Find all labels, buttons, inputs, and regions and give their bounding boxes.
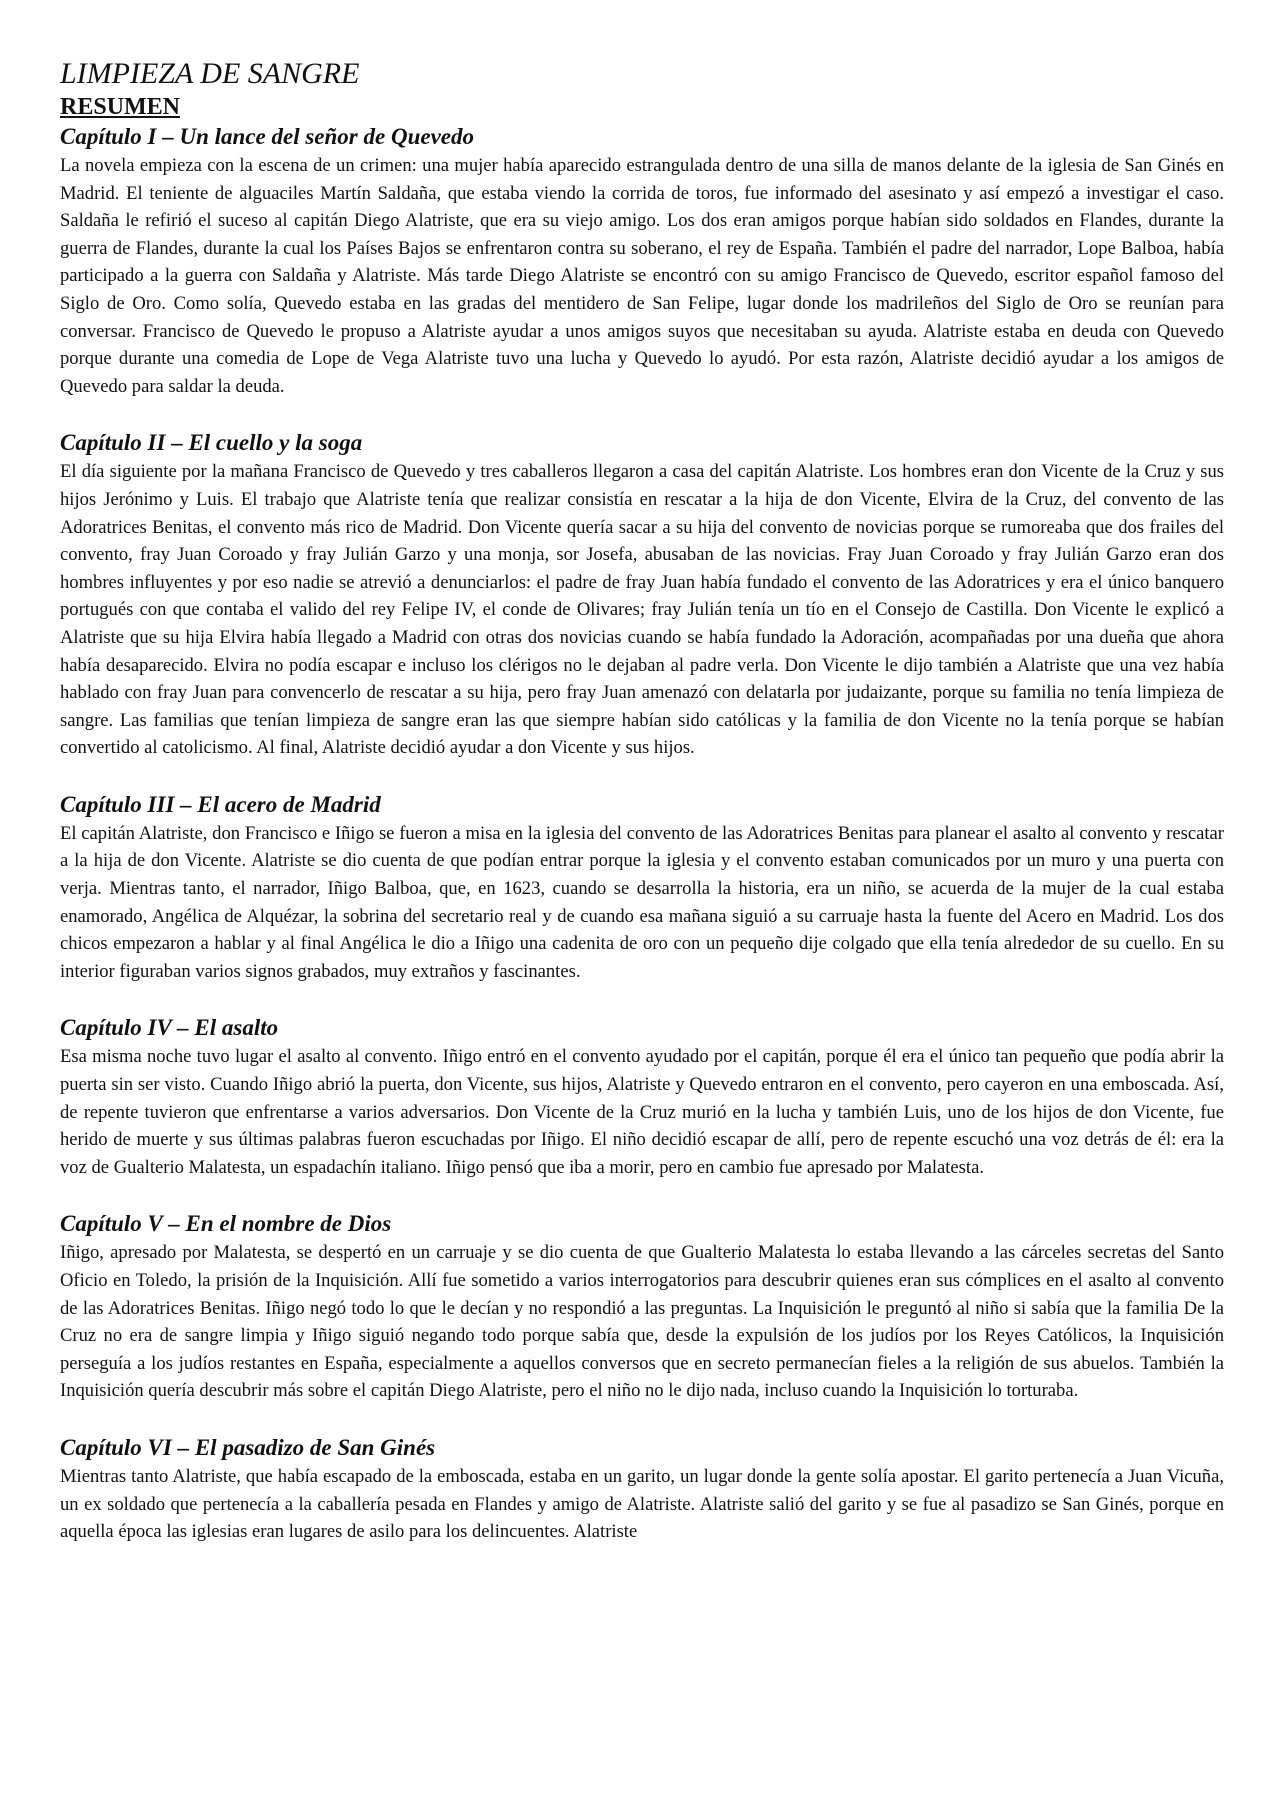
- chapter-text: El día siguiente por la mañana Francisco de Quevedo y tres caballeros llegaron a casa del capitán Alatriste. Los hombres eran don Vicente de la Cruz y sus hijos Jerónimo y Luis. El trabajo que Alatriste tenía que realizar consistía en rescatar a la hija de don Vicente, Elvira de la Cruz, del convento de las Adoratrices Benitas, el convento más rico de Madrid. Don Vicente quería sacar a su hija del convento de novicias porque se rumoreaba que dos frailes del convento, fray Juan Coroado y fray Julián Garzo y una monja, sor Josefa, abusaban de las novicias. Fray Juan Coroado y fray Julián Garzo eran dos hombres influyentes y por eso nadie se atrevió a denunciarlos: el padre de fray Juan había fundado el convento de las Adoratrices y era el único banquero portugués con que contaba el valido del rey Felipe IV, el conde de Olivares; fray Julián tenía un tío en el Consejo de Castilla. Don Vicente le explicó a Alatriste que su hija Elvira había llegado a Madrid con otras dos novicias cuando se había fundado la Adoración, acompañadas por una dueña que ahora había desaparecido. Elvira no podía escapar e incluso los clérigos no le dejaban al padre verla. Don Vicente le dijo también a Alatriste que una vez había hablado con fray Juan para convencerlo de rescatar a su hija, pero fray Juan amenazó con delatarla por judaizante, porque su familia no tenía limpieza de sangre. Las familias que tenían limpieza de sangre eran las que siempre habían sido católicas y la familia de don Vicente no la tenía porque se habían convertido al catolicismo. Al final, Alatriste decidió ayudar a don Vicente y sus hijos.: [60, 461, 1224, 759]
- chapter-text: La novela empieza con la escena de un crimen: una mujer había aparecido estrangulada dentro de una silla de manos delante de la iglesia de San Ginés en Madrid. El teniente de alguaciles Martín Saldaña, que estaba viendo la corrida de toros, fue informado del asesinato y así empezó a investigar el caso. Saldaña le refirió el suceso al capitán Diego Alatriste, que era su viejo amigo. Los dos eran amigos porque habían sido soldados en Flandes, durante la guerra de Flandes, durante la cual los Países Bajos se enfrentaron contra su soberano, el rey de España. También el padre del narrador, Lope Balboa, había participado a la guerra con Saldaña y Alatriste. Más tarde Diego Alatriste se encontró con su amigo Francisco de Quevedo, escritor español famoso del Siglo de Oro. Como solía, Quevedo estaba en las gradas del mentidero de San Felipe, lugar donde los madrileños del Siglo de Oro se reunían para conversar. Francisco de Quevedo le propuso a Alatriste ayudar a unos amigos suyos que necesitaban su ayuda. Alatriste estaba en deuda con Quevedo porque durante una comedia de Lope de Vega Alatriste tuvo una lucha y Quevedo lo ayudó. Por esta razón, Alatriste decidió ayudar a los amigos de Quevedo para saldar la deuda.: [60, 155, 1224, 397]
- chapter-6: [60, 1433, 1224, 1546]
- chapter-title: Capítulo IV – El asalto: [60, 1015, 279, 1041]
- chapter-title: Capítulo II – El cuello y la soga: [60, 430, 363, 456]
- chapter-4: [60, 1013, 1224, 1181]
- chapter-title: Capítulo I – Un lance del señor de Quevedo: [60, 124, 474, 149]
- chapter-1: [60, 122, 1224, 400]
- chapter-title: Capítulo VI – El pasadizo de San Ginés: [60, 1434, 436, 1460]
- summary-heading: RESUMEN: [60, 94, 181, 120]
- chapter-text: El capitán Alatriste, don Francisco e Iñigo se fueron a misa en la iglesia del convento de las Adoratrices Benitas para planear el asalto al convento y rescatar a la hija de don Vicente. Alatriste se dio cuenta de que podían entrar porque la iglesia y el convento estaban comunicados por un muro y una puerta con verja. Mientras tanto, el narrador, Iñigo Balboa, que, en 1623, cuando se desarrolla la historia, era un niño, se acuerda de la mujer de la cual estaba enamorado, Angélica de Alquézar, la sobrina del secretario real y de cuando esa mañana siguió a su carruaje hasta la fuente del Acero en Madrid. Los dos chicos empezaron a hablar y al final Angélica le dio a Iñigo una cadenita de oro con un pequeño dije colgado que ella tenía alrededor de su cuello. En su interior figuraban varios signos grabados, muy extraños y fascinantes.: [60, 822, 1224, 982]
- chapter-2: [60, 428, 1224, 762]
- chapter-text: Mientras tanto Alatriste, que había escapado de la emboscada, estaba en un garito, un lugar donde la gente solía apostar. El garito pertenecía a Juan Vicuña, un ex soldado que pertenecía a la caballería pesada en Flandes y amigo de Alatriste. Alatriste salió del garito y se fue al pasadizo se San Ginés, porque en aquella época las iglesias eran lugares de asilo para los delincuentes. Alatriste: [60, 1465, 1224, 1543]
- document-title: LIMPIEZA DE SANGRE: [60, 57, 360, 90]
- chapter-title: Capítulo V – En el nombre de Dios: [60, 1211, 392, 1237]
- document-page: [60, 56, 1224, 1574]
- chapter-text: Iñigo, apresado por Malatesta, se despertó en un carruaje y se dio cuenta de que Gualterio Malatesta lo estaba llevando a las cárceles secretas del Santo Oficio en Toledo, la prisión de la Inquisición. Allí fue sometido a varios interrogatorios para descubrir quienes eran sus cómplices en el asalto al convento de las Adoratrices Benitas. Iñigo negó todo lo que le decían y no respondió a las preguntas. La Inquisición le preguntó al niño si sabía que la familia De la Cruz no era de sangre limpia y Iñigo siguió negando todo porque sabía que, desde la expulsión de los judíos por los Reyes Católicos, la Inquisición perseguía a los judíos restantes en España, especialmente a aquellos conversos que en secreto permanecían fieles a la religión de sus abuelos. También la Inquisición quería descubrir más sobre el capitán Diego Alatriste, pero el niño no le dijo nada, incluso cuando la Inquisición lo torturaba.: [60, 1242, 1224, 1402]
- chapter-title: Capítulo III – El acero de Madrid: [60, 791, 381, 817]
- chapter-3: [60, 790, 1224, 986]
- chapter-5: [60, 1209, 1224, 1405]
- chapter-text: Esa misma noche tuvo lugar el asalto al convento. Iñigo entró en el convento ayudado por el capitán, porque él era el único tan pequeño que podía abrir la puerta sin ser visto. Cuando Iñigo abrió la puerta, don Vicente, sus hijos, Alatriste y Quevedo entraron en el convento, pero cayeron en una emboscada. Así, de repente tuvieron que enfrentarse a varios adversarios. Don Vicente de la Cruz murió en la lucha y también Luis, uno de los hijos de don Vicente, fue herido de muerte y sus últimas palabras fueron escuchadas por Iñigo. El niño decidió escapar de allí, pero de repente escuchó una voz detrás de él: era la voz de Gualterio Malatesta, un espadachín italiano. Iñigo pensó que iba a morir, pero en cambio fue apresado por Malatesta.: [60, 1046, 1224, 1178]
